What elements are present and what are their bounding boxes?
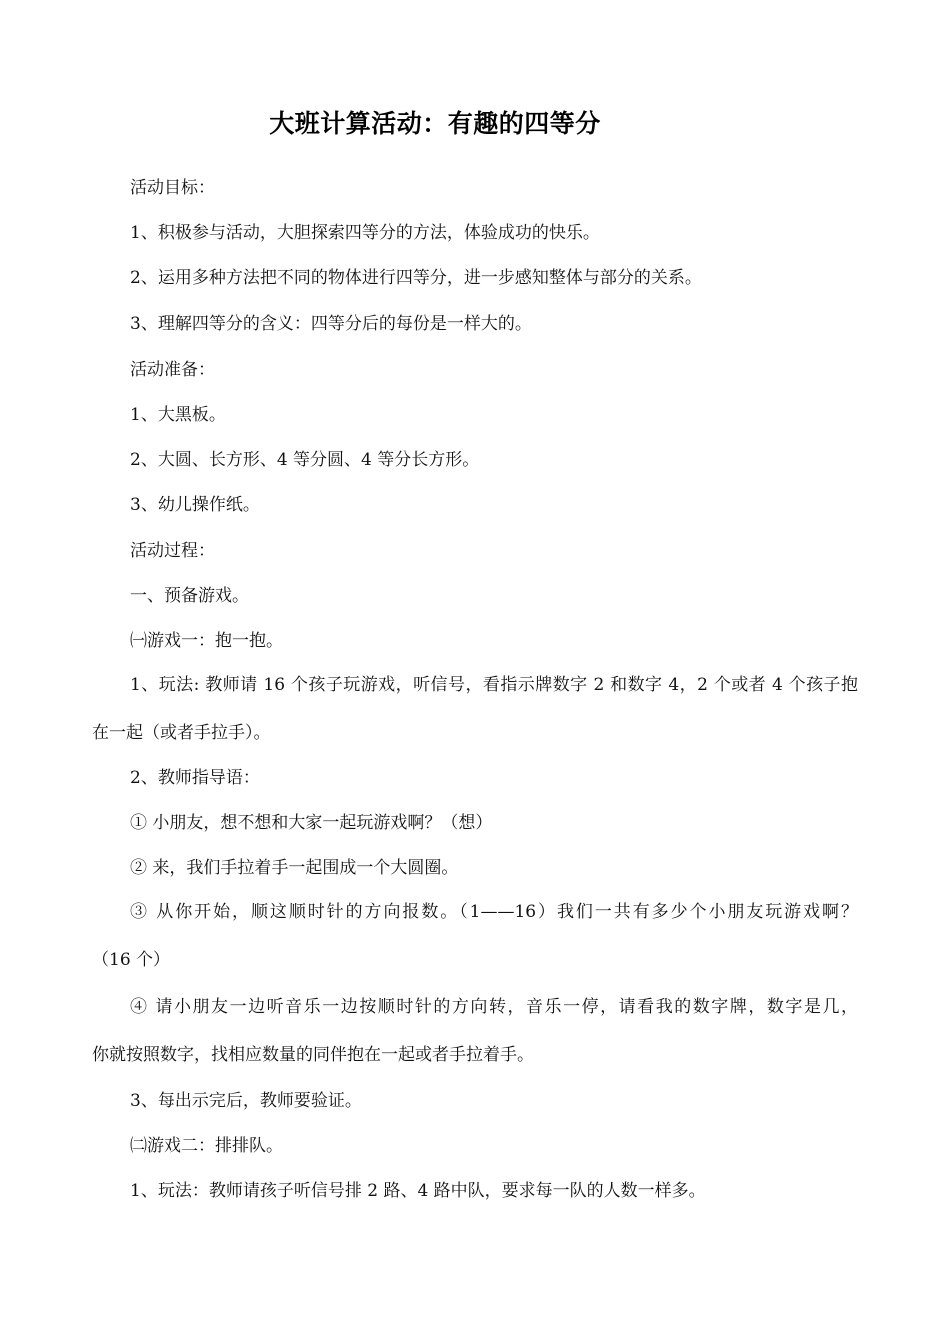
guide-item-3-line-2: （16 个） (92, 950, 171, 970)
game-1-title: ㈠游戏一：抱一抱。 (130, 631, 283, 651)
preparation-item-1: 1、大黑板。 (130, 405, 226, 425)
game-1-rule-line-2: 在一起（或者手拉手）。 (92, 723, 271, 743)
preparation-item-2: 2、大圆、长方形、4 等分圆、4 等分长方形。 (130, 450, 480, 470)
goal-item-1: 1、积极参与活动，大胆探索四等分的方法，体验成功的快乐。 (130, 223, 600, 243)
preparation-heading: 活动准备： (130, 360, 215, 380)
guide-item-3-line-1: ③ 从你开始，顺这顺时针的方向报数。（1——16）我们一共有多少个小朋友玩游戏啊？ (130, 902, 858, 922)
preparation-item-3: 3、幼儿操作纸。 (130, 495, 260, 515)
document-title: 大班计算活动：有趣的四等分 (269, 109, 601, 138)
guide-item-2: ② 来，我们手拉着手一起围成一个大圆圈。 (130, 858, 459, 878)
game-1-rule-line-1: 1、玩法: 教师请 16 个孩子玩游戏，听信号，看指示牌数字 2 和数字 4，2 个或者 4 个孩子抱 (130, 675, 858, 695)
goal-item-2: 2、运用多种方法把不同的物体进行四等分，进一步感知整体与部分的关系。 (130, 268, 702, 288)
guide-item-4-line-1: ④ 请小朋友一边听音乐一边按顺时针的方向转，音乐一停，请看我的数字牌，数字是几， (130, 997, 858, 1017)
verify-item: 3、每出示完后，教师要验证。 (130, 1091, 362, 1111)
guide-heading: 2、教师指导语： (130, 768, 260, 788)
process-heading: 活动过程： (130, 541, 215, 561)
goals-heading: 活动目标： (130, 178, 215, 198)
game-2-title: ㈡游戏二：排排队。 (130, 1136, 283, 1156)
goal-item-3: 3、理解四等分的含义：四等分后的每份是一样大的。 (130, 314, 532, 334)
guide-item-4-line-2: 你就按照数字，找相应数量的同伴抱在一起或者手拉着手。 (92, 1045, 534, 1065)
guide-item-1: ① 小朋友，想不想和大家一起玩游戏啊？（想） (130, 813, 493, 833)
game-2-rule: 1、玩法：教师请孩子听信号排 2 路、4 路中队，要求每一队的人数一样多。 (130, 1181, 706, 1201)
section-1-heading: 一、预备游戏。 (130, 586, 249, 606)
